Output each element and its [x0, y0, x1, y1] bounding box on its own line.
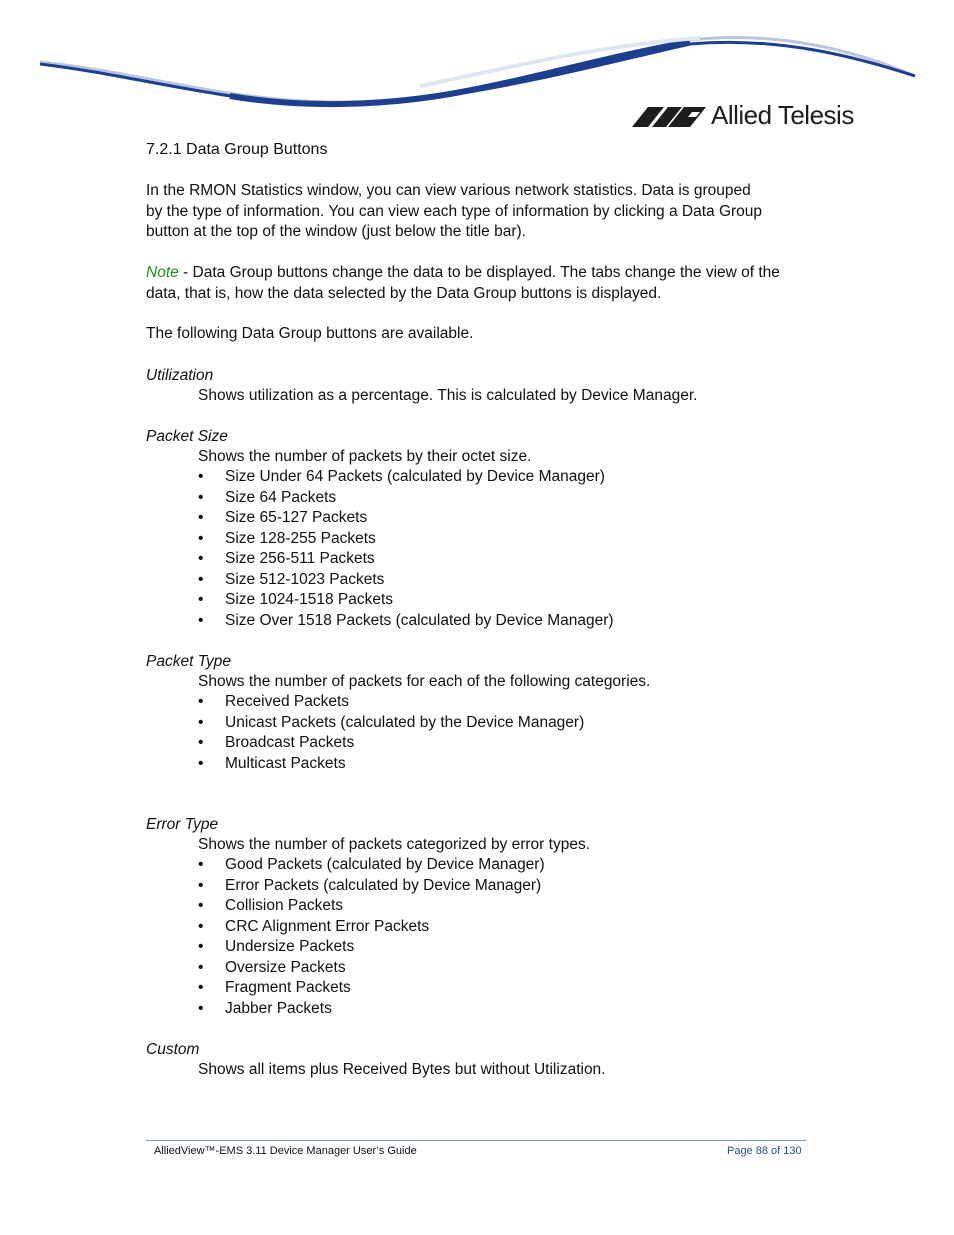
intro-paragraph: [146, 181, 811, 243]
section-heading: 7.2.1 Data Group Buttons: [146, 141, 328, 158]
list-item: • Size 64 Packets: [198, 488, 614, 509]
note-paragraph: [146, 263, 811, 304]
packet-size-list: [198, 467, 614, 631]
list-item: • Size 1024-1518 Packets: [198, 590, 614, 611]
note-line: data, that is, how the data selected by the Data Group buttons is displayed.: [146, 284, 662, 302]
list-item: • Unicast Packets (calculated by the Device Manager): [198, 713, 584, 734]
list-item: • Broadcast Packets: [198, 733, 584, 754]
list-item: • Collision Packets: [198, 896, 545, 917]
group-description: Shows utilization as a percentage. This is calculated by Device Manager.: [198, 387, 698, 404]
group-description: Shows the number of packets for each of the following categories.: [198, 673, 651, 690]
list-item: • Size Over 1518 Packets (calculated by Device Manager): [198, 611, 614, 632]
group-title-utilization: Utilization: [146, 367, 214, 384]
group-description: Shows the number of packets by their octet size.: [198, 448, 532, 465]
list-item: • Size 512-1023 Packets: [198, 570, 614, 591]
list-item: • CRC Alignment Error Packets: [198, 917, 545, 938]
group-title-error-type: Error Type: [146, 816, 219, 833]
group-description: Shows all items plus Received Bytes but without Utilization.: [198, 1061, 606, 1078]
group-title-packet-size: Packet Size: [146, 428, 228, 445]
group-description: Shows the number of packets categorized by error types.: [198, 836, 591, 853]
intro-line: In the RMON Statistics window, you can view various network statistics. Data is grouped: [146, 182, 751, 199]
list-item: • Undersize Packets: [198, 937, 545, 958]
packet-type-list: [198, 692, 584, 774]
list-item: • Good Packets (calculated by Device Manager): [198, 855, 545, 876]
intro-line: by the type of information. You can view each type of information by clicking a Data Group: [146, 202, 763, 220]
brand-name: Allied Telesis: [711, 100, 854, 130]
note-label: Note: [146, 264, 179, 281]
list-item: • Fragment Packets: [198, 978, 545, 999]
list-item: • Size 65-127 Packets: [198, 508, 614, 529]
list-item: • Oversize Packets: [198, 958, 545, 979]
list-item: • Error Packets (calculated by Device Manager): [198, 876, 545, 897]
list-item: • Size 256-511 Packets: [198, 549, 614, 570]
list-item: • Size Under 64 Packets (calculated by Device Manager): [198, 467, 614, 488]
available-text: The following Data Group buttons are available.: [146, 325, 474, 342]
list-item: • Multicast Packets: [198, 754, 584, 775]
intro-line: button at the top of the window (just below the title bar).: [146, 223, 526, 240]
footer-document-title: AlliedView™-EMS 3.11 Device Manager User’s Guide: [154, 1145, 417, 1157]
group-title-custom: Custom: [146, 1041, 200, 1058]
list-item: • Size 128-255 Packets: [198, 529, 614, 550]
list-item: • Received Packets: [198, 692, 584, 713]
footer-divider: [146, 1140, 806, 1141]
error-type-list: [198, 855, 545, 1019]
footer-page-number: Page 88 of 130: [727, 1145, 802, 1157]
list-item: • Jabber Packets: [198, 999, 545, 1020]
group-title-packet-type: Packet Type: [146, 653, 232, 670]
note-line: - Data Group buttons change the data to be displayed. The tabs change the view of the: [178, 264, 780, 281]
